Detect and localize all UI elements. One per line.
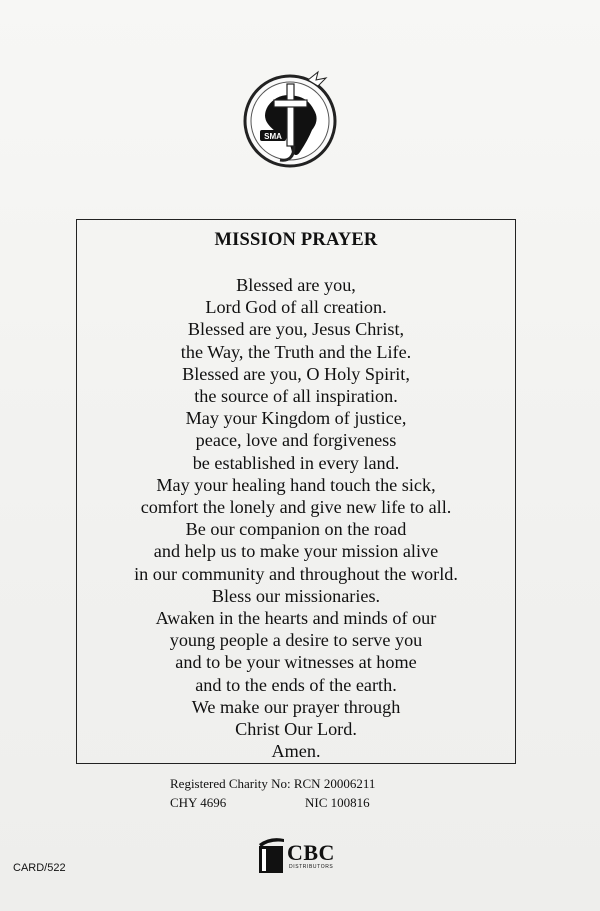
prayer-line: peace, love and forgiveness [195,430,397,451]
card-code: CARD/522 [13,862,66,874]
prayer-title: MISSION PRAYER [214,230,378,250]
cbc-distributors-logo [256,834,346,876]
nic-number: NIC 100816 [305,795,370,810]
registered-charity-number: Registered Charity No: RCN 20006211 [170,776,376,791]
prayer-line: Blessed are you, O Holy Spirit, [182,363,410,384]
prayer-line: the source of all inspiration. [194,386,398,407]
prayer-line: May your healing hand touch the sick, [156,474,436,495]
prayer-box [76,219,516,764]
prayer-line: the Way, the Truth and the Life. [180,341,412,362]
sma-logo-text: SMA [264,132,282,141]
charity-footer [170,774,430,812]
sma-logo-graphic [238,66,344,172]
book-icon [256,834,288,876]
prayer-line: Lord God of all creation. [205,297,387,318]
prayer-line: in our community and throughout the world. [134,563,458,584]
prayer-line: and to the ends of the earth. [195,674,397,695]
publisher-name: CBC [287,840,335,865]
prayer-line: be established in every land. [192,452,400,473]
prayer-line: We make our prayer through [191,696,401,717]
prayer-line: Bless our missionaries. [211,585,381,606]
sma-logo [238,66,344,172]
prayer-line: Blessed are you, [236,275,356,295]
prayer-text [77,274,515,762]
chy-number: CHY 4696 [170,795,227,810]
prayer-line: comfort the lonely and give new life to all. [140,497,452,518]
prayer-line: May your Kingdom of justice, [185,408,407,429]
charity-codes-row [170,793,430,812]
prayer-line: and help us to make your mission alive [153,541,439,562]
prayer-line: Amen. [271,741,321,762]
prayer-line: Be our companion on the road [185,519,407,540]
prayer-line: Awaken in the hearts and minds of our [155,608,437,629]
prayer-line: Blessed are you, Jesus Christ, [187,319,405,340]
prayer-line: young people a desire to serve you [169,630,423,651]
prayer-line: Christ Our Lord. [235,719,357,740]
prayer-line: and to be your witnesses at home [175,652,417,673]
publisher-subtitle: DISTRIBUTORS [289,864,334,870]
